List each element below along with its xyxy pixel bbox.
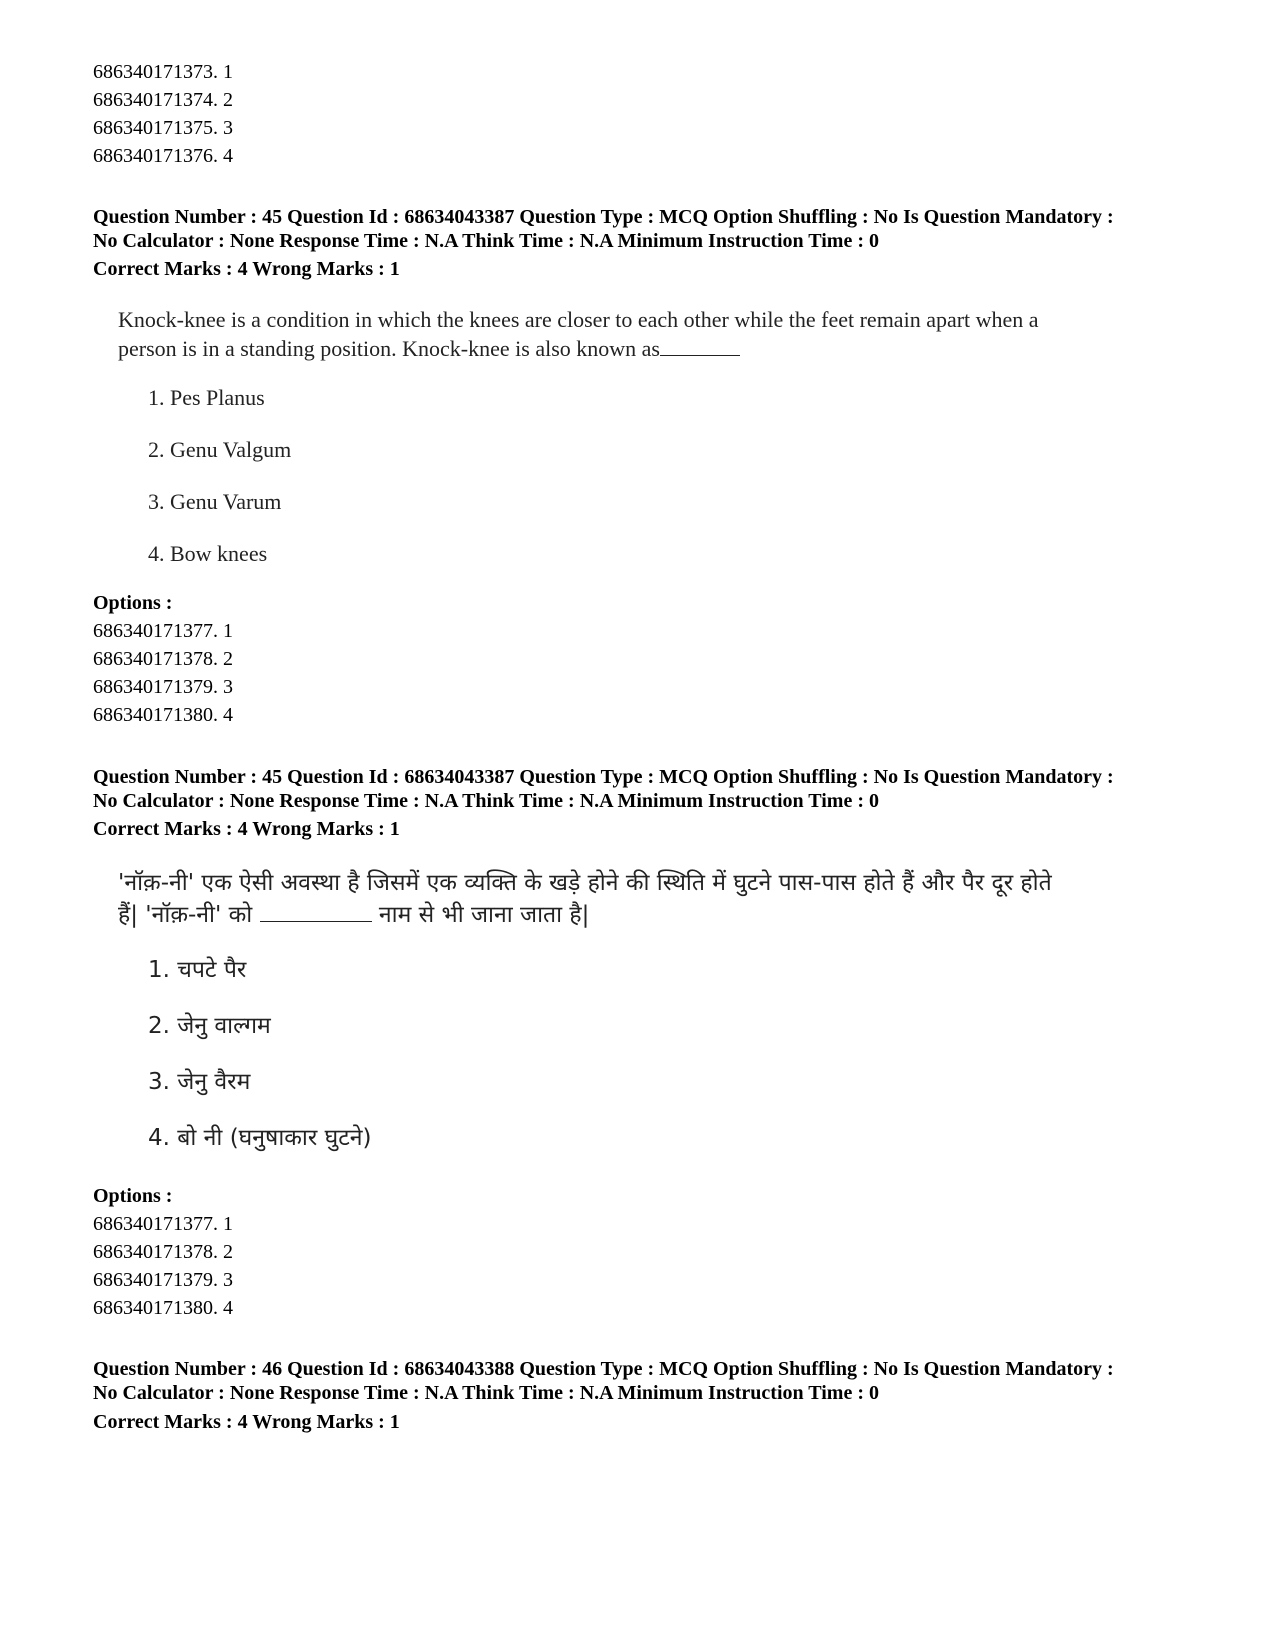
option-id-line: 686340171378. 2 xyxy=(93,648,233,670)
answer-choice: 3. जेनु वैरम xyxy=(148,1069,251,1095)
question-text-line2a: हैं| 'नॉक़-नी' को xyxy=(118,902,253,928)
question-meta-line2: No Calculator : None Response Time : N.A Think Time : N.A Minimum Instruction Time : 0 xyxy=(93,230,879,252)
option-id-line: 686340171377. 1 xyxy=(93,620,233,642)
question-meta xyxy=(93,205,1213,253)
answer-blank xyxy=(260,903,372,922)
question-text-line1: Knock-knee is a condition in which the knees are closer to each other while the feet remain apart when a xyxy=(118,307,1039,332)
option-id-line: 686340171380. 4 xyxy=(93,704,233,726)
answer-choice: 3. Genu Varum xyxy=(148,489,282,514)
answer-choice: 1. चपटे पैर xyxy=(148,957,247,983)
question-meta-line2: No Calculator : None Response Time : N.A Think Time : N.A Minimum Instruction Time : 0 xyxy=(93,1382,879,1404)
question-meta xyxy=(93,765,1213,813)
question-text-line1: 'नॉक़-नी' एक ऐसी अवस्था है जिसमें एक व्यक्ति के खड़े होने की स्थिति में घुटने पास-पास होते हैं और पैर दूर होते xyxy=(118,870,1052,896)
option-id-line: 686340171378. 2 xyxy=(93,1241,233,1263)
question-meta-line1: Question Number : 46 Question Id : 68634043388 Question Type : MCQ Option Shuffling : No Is Question Mandatory : xyxy=(93,1358,1114,1380)
marks-line: Correct Marks : 4 Wrong Marks : 1 xyxy=(93,258,400,280)
option-id-line: 686340171373. 1 xyxy=(93,61,233,83)
answer-choice: 4. Bow knees xyxy=(148,541,268,566)
question-meta xyxy=(93,1357,1213,1405)
option-id-line: 686340171375. 3 xyxy=(93,117,233,139)
question-meta-line1: Question Number : 45 Question Id : 68634043387 Question Type : MCQ Option Shuffling : No Is Question Mandatory : xyxy=(93,206,1114,228)
option-id-line: 686340171376. 4 xyxy=(93,145,233,167)
option-id-line: 686340171374. 2 xyxy=(93,89,233,111)
options-label: Options : xyxy=(93,1185,173,1207)
answer-choice: 4. बो नी (घनुषाकार घुटने) xyxy=(148,1125,372,1151)
question-text-line2: person is in a standing position. Knock-knee is also known as xyxy=(118,336,660,361)
marks-line: Correct Marks : 4 Wrong Marks : 1 xyxy=(93,818,400,840)
answer-choice: 1. Pes Planus xyxy=(148,385,265,410)
answer-blank xyxy=(660,337,740,356)
marks-line: Correct Marks : 4 Wrong Marks : 1 xyxy=(93,1411,400,1433)
option-id-line: 686340171380. 4 xyxy=(93,1297,233,1319)
option-id-line: 686340171377. 1 xyxy=(93,1213,233,1235)
answer-choice: 2. Genu Valgum xyxy=(148,437,292,462)
answer-choice: 2. जेनु वाल्गम xyxy=(148,1013,271,1039)
question-text xyxy=(118,305,1138,363)
question-text xyxy=(118,867,1138,931)
option-id-line: 686340171379. 3 xyxy=(93,676,233,698)
question-meta-line1: Question Number : 45 Question Id : 68634043387 Question Type : MCQ Option Shuffling : No Is Question Mandatory : xyxy=(93,766,1114,788)
option-id-line: 686340171379. 3 xyxy=(93,1269,233,1291)
question-text-line2b: नाम से भी जाना जाता है| xyxy=(378,902,590,928)
options-label: Options : xyxy=(93,592,173,614)
question-meta-line2: No Calculator : None Response Time : N.A Think Time : N.A Minimum Instruction Time : 0 xyxy=(93,790,879,812)
